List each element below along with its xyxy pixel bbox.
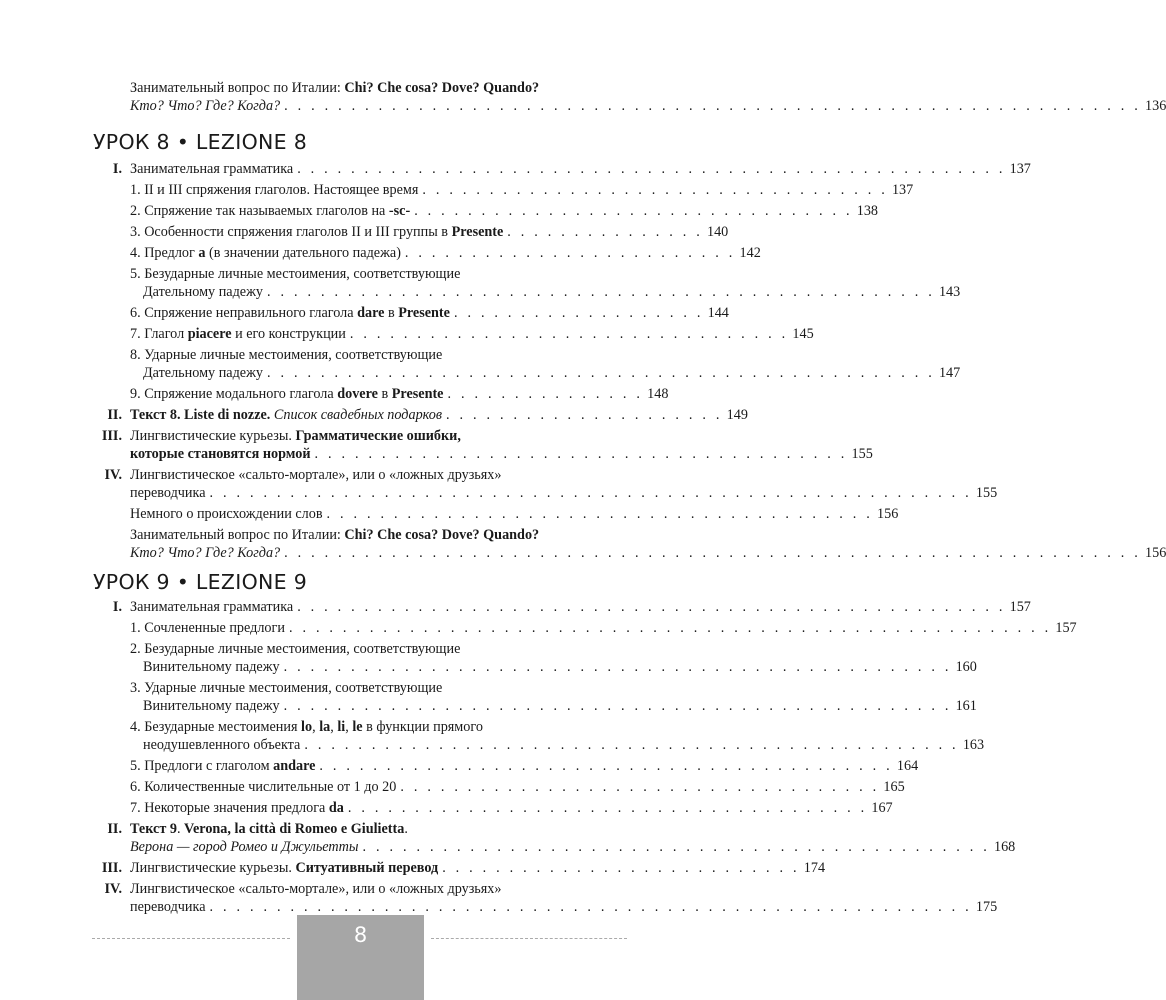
page-ref: 136 (1145, 98, 1166, 114)
footer-divider-right (431, 938, 627, 939)
lesson-9-heading: УРОК 9 • LEZIONE 9 (93, 570, 308, 594)
leader-dots: . . . . . . . . . . . . . . . . . . . . . . . . . . . . . . . . . . . . . . . . . . . . . . . . . . . . . . . . . . . . . . . . (284, 98, 1141, 114)
lesson-8-heading: УРОК 8 • LEZIONE 8 (93, 130, 308, 154)
footer-divider-left (92, 938, 290, 939)
page-number: 8 (353, 923, 368, 947)
page-number-box (297, 915, 424, 1000)
quiz-bold-text: Chi? Che cosa? Dove? Quando? (344, 80, 540, 96)
